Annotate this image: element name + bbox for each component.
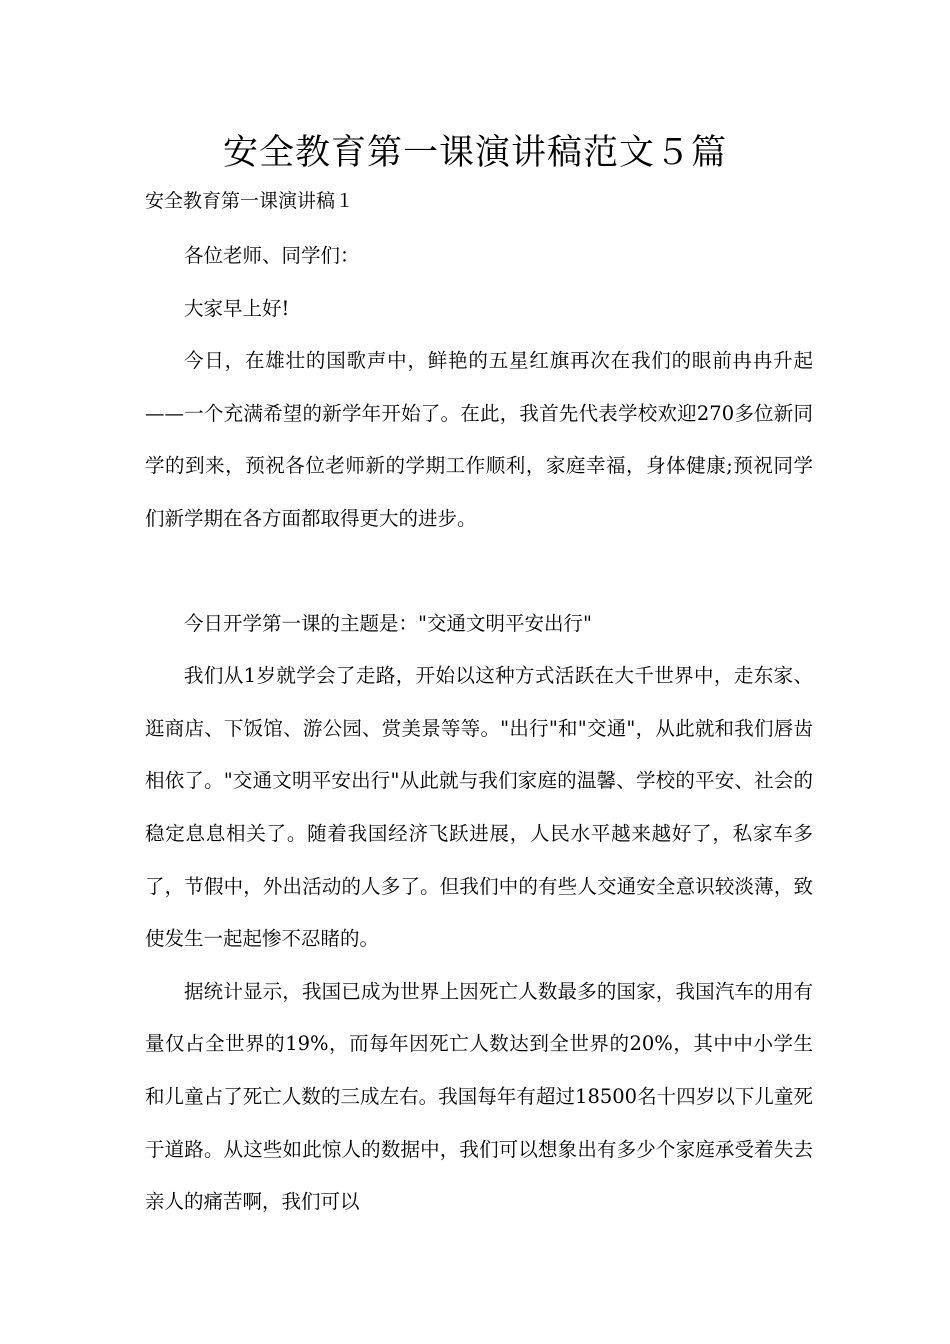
paragraph-travel: 我们从1岁就学会了走路，开始以这种方式活跃在大千世界中，走东家、逛商店、下饭馆、游公园、赏美景等等。"出行"和"交通"，从此就和我们唇齿相依了。"交通文明平安出行"从此就与我们家庭的温馨、学校的平安、社会的稳定息息相关了。随着我国经济飞跃进展，人民水平越来越好了，私家车多了，节假中，外出活动的人多了。但我们中的有些人交通安全意识较淡薄，致使发生一起起惨不忍睹的。 <box>145 664 813 951</box>
paragraph-good-morning: 大家早上好! <box>184 296 290 320</box>
paragraph-theme: 今日开学第一课的主题是："交通文明平安出行" <box>184 611 592 635</box>
section-heading: 安全教育第一课演讲稿１ <box>145 190 355 212</box>
document-body <box>145 230 813 1229</box>
paragraph-statistics: 据统计显示，我国已成为世界上因死亡人数最多的国家，我国汽车的用有量仅占全世界的19%，而每年因死亡人数达到全世界的20%，其中中小学生和儿童占了死亡人数的三成左右。我国每年有超过18500名十四岁以下儿童死于道路。从这些如此惊人的数据中，我们可以想象出有多少个家庭承受着失去亲人的痛苦啊，我们可以 <box>145 979 813 1214</box>
paragraph-opening: 今日，在雄壮的国歌声中，鲜艳的五星红旗再次在我们的眼前冉冉升起——一个充满希望的新学年开始了。在此，我首先代表学校欢迎270多位新同学的到来，预祝各位老师新的学期工作顺利，家庭幸福，身体健康;预祝同学们新学期在各方面都取得更大的进步。 <box>145 349 813 530</box>
paragraph-greeting: 各位老师、同学们： <box>184 244 360 267</box>
document-title: 安全教育第一课演讲稿范文５篇 <box>222 133 727 173</box>
